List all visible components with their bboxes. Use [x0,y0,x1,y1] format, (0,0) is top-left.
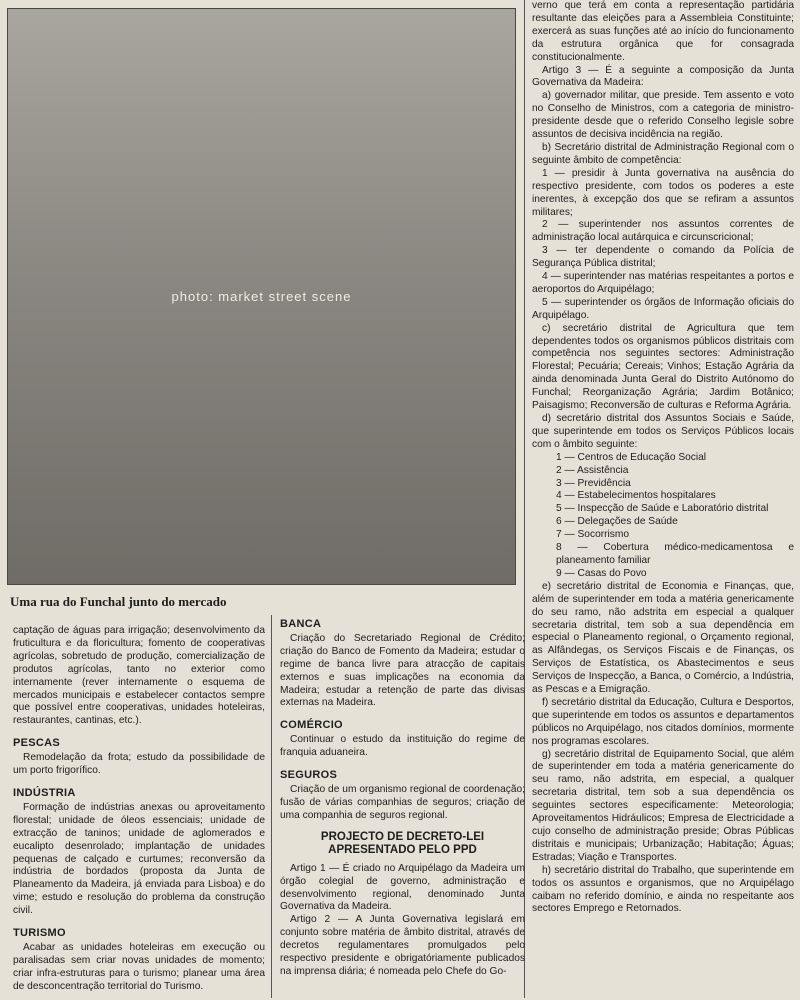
list-item: 3 — Previdência [556,477,631,489]
item-b5-paragraph: 5 — superintender os órgãos de Informação oficiais do Arquipélago. [532,296,794,321]
list-item: 6 — Delegações de Saúde [556,516,678,528]
item-f-paragraph: f) secretário distrital da Educação, Cultura e Desportos, que superintende em todos os assuntos e departamentos públicos no Arquipélago, nos citados domínios, mormente nos programas escolares. [532,696,794,747]
item-b4-paragraph: 4 — superintender nas matérias respeitantes a portos e aeroportos do Arquipélago; [532,271,794,295]
article-2-paragraph: Artigo 2 — A Junta Governativa legislará em conjunto sobre matéria de âmbito distrital, através de decretos regulamentares promulgados pelo respectivo presidente e obrigatóriamente publicados na imprensa diária; é nomeada pelo Chefe do Go- [280,914,525,977]
turismo-paragraph: Acabar as unidades hoteleiras em execução ou paralisadas sem criar novas unidades de momento; criar infra-estruturas para o turismo; planear uma área de desconcentração territorial do Turismo. [13,941,265,992]
comercio-paragraph: Continuar o estudo da instituição do regime de franquia aduaneira. [280,734,525,759]
decree-heading [280,831,525,857]
article-1-paragraph: Artigo 1 — É criado no Arquipélago da Madeira um órgão colegial de governo, administração e desenvolvimento regional, denominado Junta Governativa da Madeira. [280,862,525,913]
item-a-paragraph: a) governador militar, que preside. Tem assento e voto no Conselho de Ministros, com a categoria de ministro-presidente desde que o referido Conselho legisle sobre assuntos de decisiva incidência na região. [532,90,794,141]
list-item: 2 — Assistência [556,464,629,476]
decree-heading-line1: PROJECTO DE DECRETO-LEI [320,830,485,843]
item-g-paragraph: g) secretário distrital de Equipamento Social, que além de superintender em toda a matéria genericamente do seu ramo, não adstrita, em especial, a qualquer secretaria distrital, tem sob a sua dependência os seguintes sectores especificamente: Meteorologia; Aproveitamentos Hidráulicos; Empresa de Electricidade a cujo conselho de administração preside; Obras Públicas distritais e municipais; Urbanização; Habitação; Águas; Estradas; Viação e Transportes. [532,748,794,863]
item-b2-paragraph: 2 — superintender nos assuntos correntes de administração local autárquica e circunscricional; [532,219,794,244]
photo-placeholder-label: photo: market street scene [171,289,352,304]
left-intro-paragraph: captação de águas para irrigação; desenvolvimento da fruticultura e da floricultura; fomento de cooperativas agrícolas, sobretudo de produção, comercialização de produtos agrícolas, tanto no exterior como internamente (rever internamente o esquema de mercados municipais e estabelecer contactos sempre que possível entre cooperativas, unidades hoteleiras, restaurantes, cantinas, etc.). [13,625,265,727]
heading-comercio: COMÉRCIO [280,719,343,732]
industria-paragraph: Formação de indústrias anexas ou aproveitamento florestal; unidade de óleos essenciais; unidade de extracção de taninos; unidade de aglomerados e eucalipto desenrolado; implantação de unidades pequenas de calçado e curtumes; reconversão da indústria de bordados (proposta da Junta de Planeamento da Madeira, já enviada para Lisboa) e do vime; estudo e resolução do problema da construção civil. [13,801,265,917]
heading-turismo: TURISMO [13,927,66,940]
article-3-paragraph: Artigo 3 — É a seguinte a composição da Junta Governativa da Madeira: [532,64,794,89]
heading-banca: BANCA [280,618,322,630]
column-divider-left [271,615,272,998]
item-b3-paragraph: 3 — ter dependente o comando da Polícia de Segurança Pública distrital; [532,245,794,270]
right-column [532,0,794,998]
item-h-paragraph: h) secretário distrital do Trabalho, que superintende em todos os assuntos e organismos, que no Arquipélago caibam no referido domínio, e ainda no respeitante aos sectores Emprego e Retornados. [532,864,794,915]
item-d-paragraph: d) secretário distrital dos Assuntos Sociais e Saúde, que superintende em todos os Serviços Públicos locais com o âmbito seguinte: [532,413,794,450]
heading-pescas: PESCAS [13,737,61,750]
pescas-paragraph: Remodelação da frota; estudo da possibilidade de um porto frigorífico. [13,752,265,777]
list-item: 5 — Inspecção de Saúde e Laboratório distrital [556,503,769,515]
list-item: 9 — Casas do Povo [556,567,647,579]
item-e-paragraph: e) secretário distrital de Economia e Finanças, que, além de superintender em toda a matéria genericamente do seu ramo, não adstrita em especial a qualquer secretaria distrital, tem sob a sua dependência em especial o Planeamento regional, o Orçamento regional, as Alfândegas, os Serviços Fiscais e de Finanças, os Serviços de Estatística, os Abastecimentos e seus Serviços de Inspecção, a Banca, o Comércio, a Indústria, as Pescas e a Emigração. [532,580,794,696]
middle-column [280,614,525,997]
heading-seguros: SEGUROS [280,769,338,782]
heading-industria: INDÚSTRIA [13,786,76,799]
photo-caption: Uma rua do Funchal junto do mercado [10,594,227,609]
decree-heading-line2: APRESENTADO PELO PPD [328,843,477,856]
item-b-paragraph: b) Secretário distrital de Administração Regional com o seguinte âmbito de competência: [532,141,794,166]
list-item: 1 — Centros de Educação Social [556,451,707,463]
market-photo-placeholder [7,8,516,585]
item-b1-paragraph: 1 — presidir à Junta governativa na ausência do respectivo presidente, com todos os poderes a este inerentes, à excepção dos que se refiram a assuntos militares; [532,167,794,218]
item-c-paragraph: c) secretário distrital de Agricultura que tem dependentes todos os organismos públicos distritais com competência nos seguintes sectores: Administração Florestal; Pecuária; Cereais; Vinhos; Estação Agrária da ainda denominada Junta Geral do Distrito Autónomo do Funchal; Reorganização Agrária; Jardim Botânico; Paisagismo; Reconversão de culturas e Reforma Agrária. [532,322,794,412]
list-item: 4 — Estabelecimentos hospitalares [556,490,716,502]
seguros-paragraph: Criação de um organismo regional de coordenação; fusão de várias companhias de seguros; criação de uma companhia de seguros regional. [280,783,525,821]
continued-paragraph: verno que terá em conta a representação partidária resultante das eleições para a Assembleia Constituinte; exercerá as suas funções até ao início do funcionamento da estrutura orgânica que for consagrada constitucionalmente. [532,0,794,63]
list-item: 8 — Cobertura médico-medicamentosa e planeamento familiar [556,542,794,566]
list-item: 7 — Socorrismo [556,529,630,541]
banca-paragraph: Criação do Secretariado Regional de Crédito; criação do Banco de Fomento da Madeira; estudar o regime de banca livre para atracção de capitais externos e suas implicações na economia da Madeira; estudar a retenção de parte das divisas externas na Madeira. [280,632,525,709]
left-column [13,625,265,997]
